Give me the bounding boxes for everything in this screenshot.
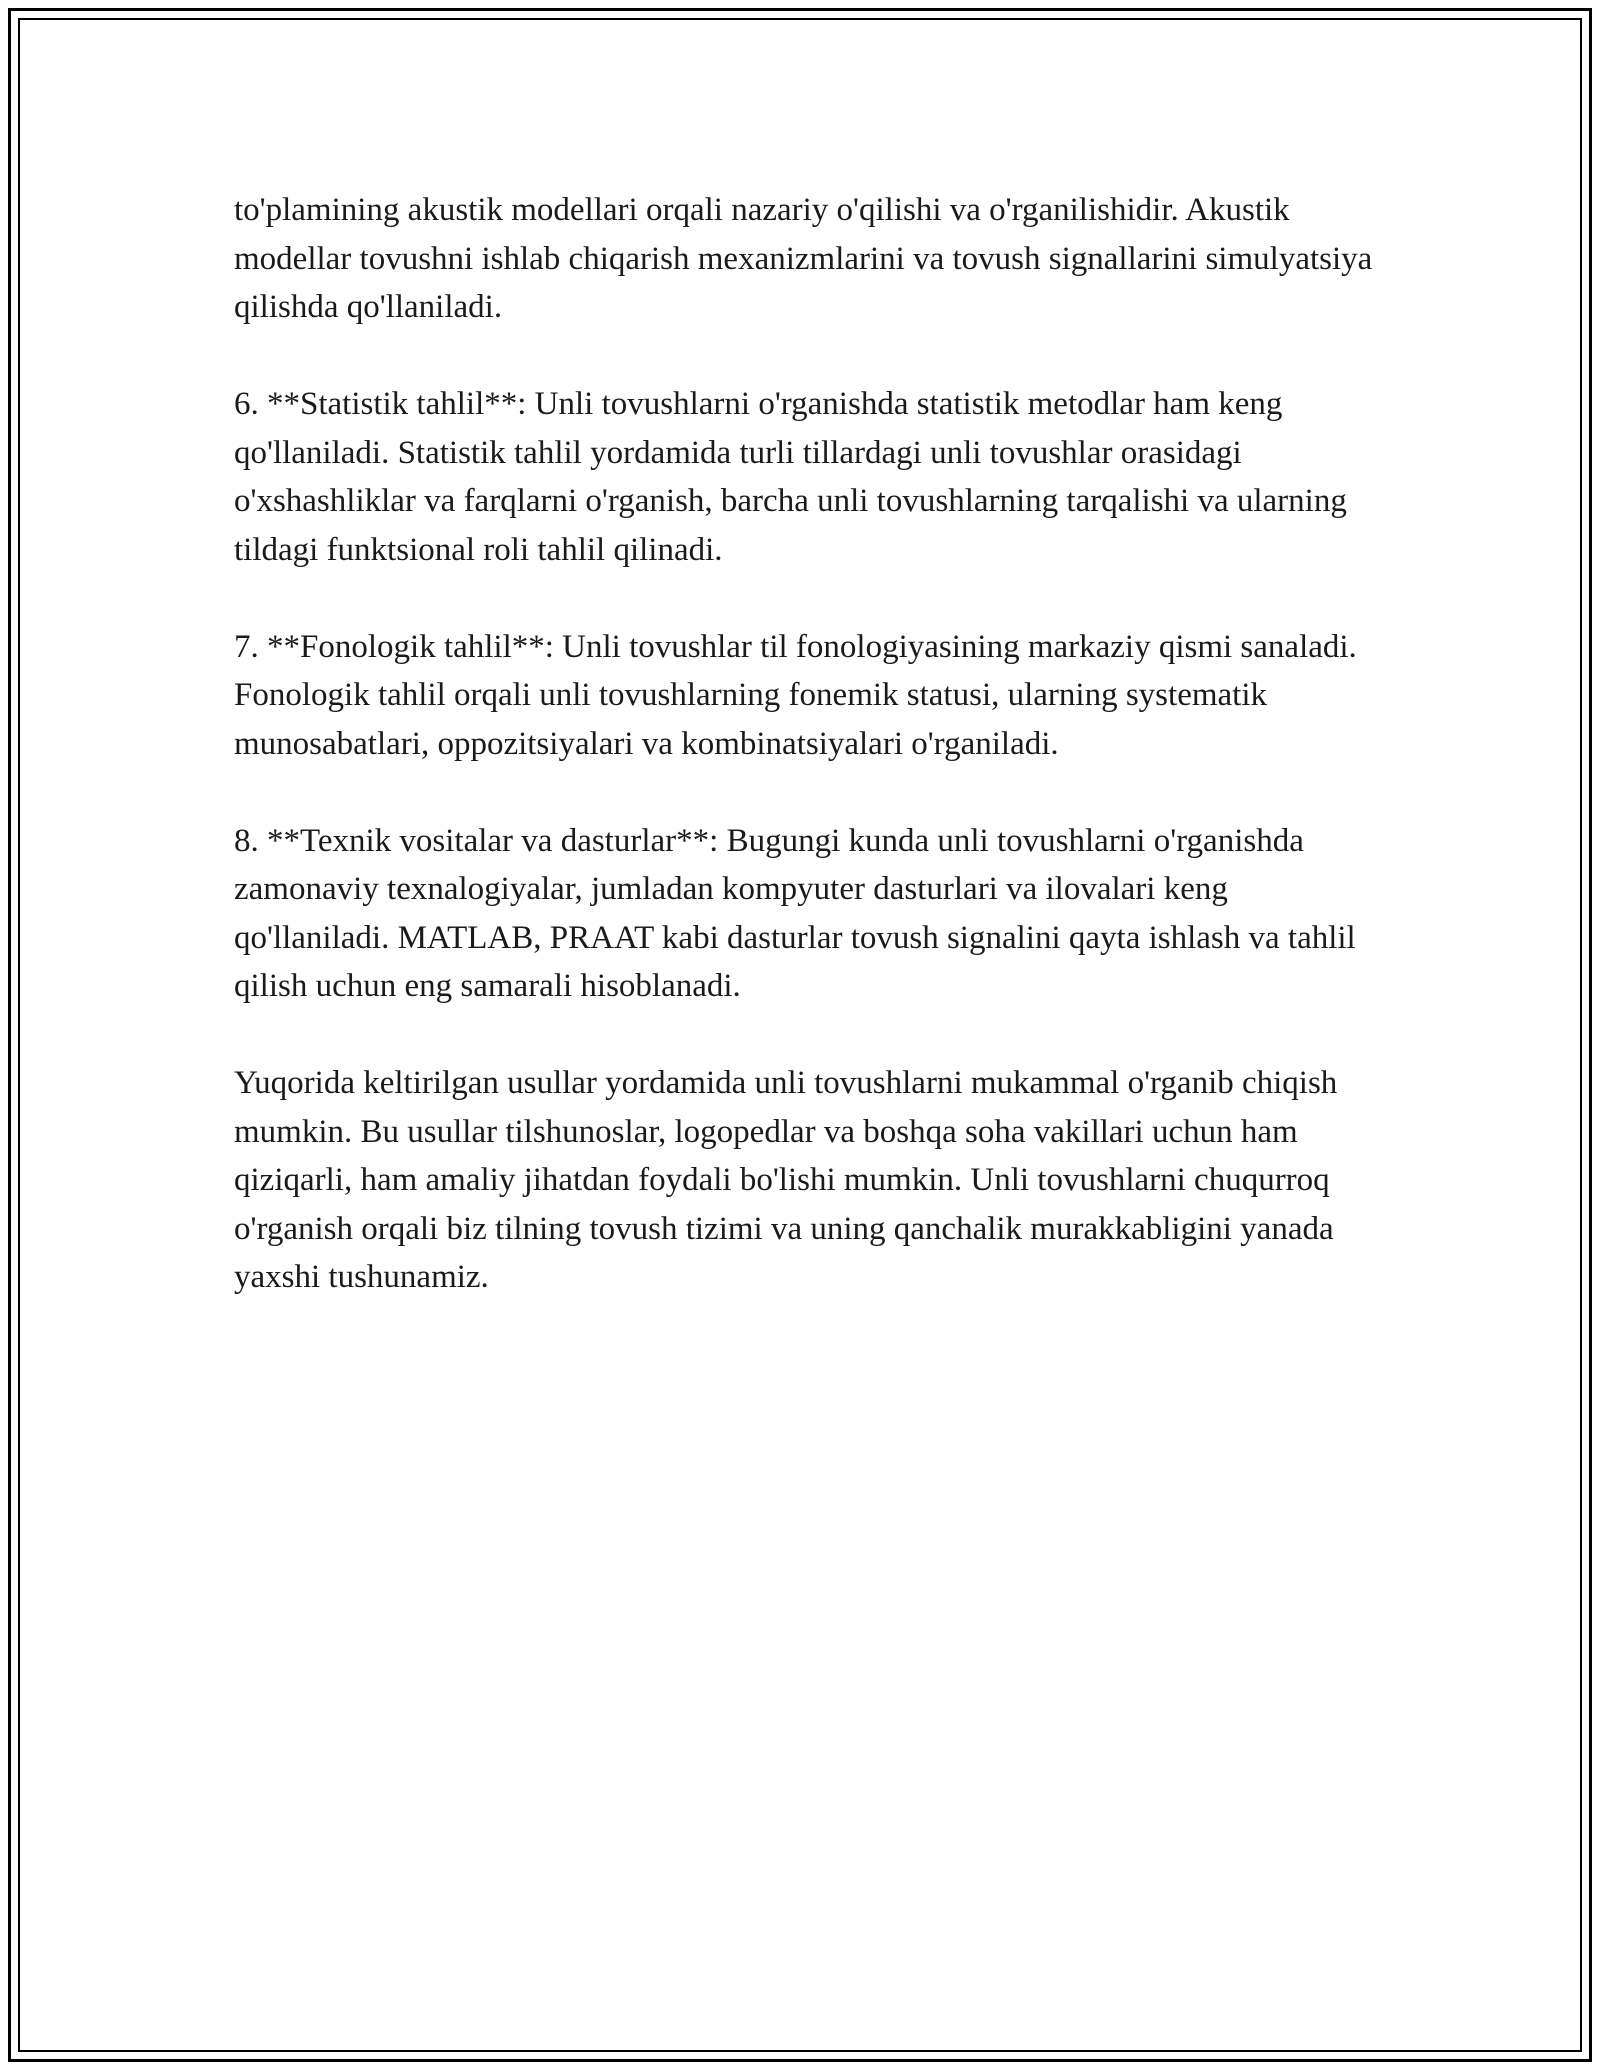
paragraph-conclusion: Yuqorida keltirilgan usullar yordamida unli tovushlarni mukammal o'rganib chiqish mumkin. Bu usullar tilshunoslar, logopedlar va boshqa soha vakillari uchun ham qiziqarli, ham amaliy jihatdan foydali bo'lishi mumkin. Unli tovushlarni chuqurroq o'rganish orqali biz tilning tovush tizimi va uning qanchalik murakkabligini yanada yaxshi tushunamiz. <box>234 1065 1338 1295</box>
paragraph-phonological-analysis: 7. **Fonologik tahlil**: Unli tovushlar til fonologiyasining markaziy qismi sanaladi. Fonologik tahlil orqali unli tovushlarning fonemik statusi, ularning systematik munosabatlari, oppozitsiyalari va kombinatsiyalari o'rganiladi. <box>234 628 1357 762</box>
paragraph-acoustic-models: to'plamining akustik modellari orqali nazariy o'qilishi va o'rganilishidir. Akustik modellar tovushni ishlab chiqarish mexanizmlarini va tovush signallarini simulyatsiya qilishda qo'llaniladi. <box>234 192 1373 325</box>
paragraph-technical-tools: 8. **Texnik vositalar va dasturlar**: Bugungi kunda unli tovushlarni o'rganishda zamonaviy texnalogiyalar, jumladan kompyuter dasturlari va ilovalari keng qo'llaniladi. MATLAB, PRAAT kabi dasturlar tovush signalini qayta ishlash va tahlil qilish uchun eng samarali hisoblanadi. <box>234 822 1356 1004</box>
document-body <box>234 186 1384 1302</box>
paragraph-statistical-analysis: 6. **Statistik tahlil**: Unli tovushlarni o'rganishda statistik metodlar ham keng qo'llaniladi. Statistik tahlil yordamida turli tillardagi unli tovushlar orasidagi o'xshashliklar va farqlarni o'rganish, barcha unli tovushlarning tarqalishi va ularning tildagi funktsional roli tahlil qilinadi. <box>234 386 1347 568</box>
